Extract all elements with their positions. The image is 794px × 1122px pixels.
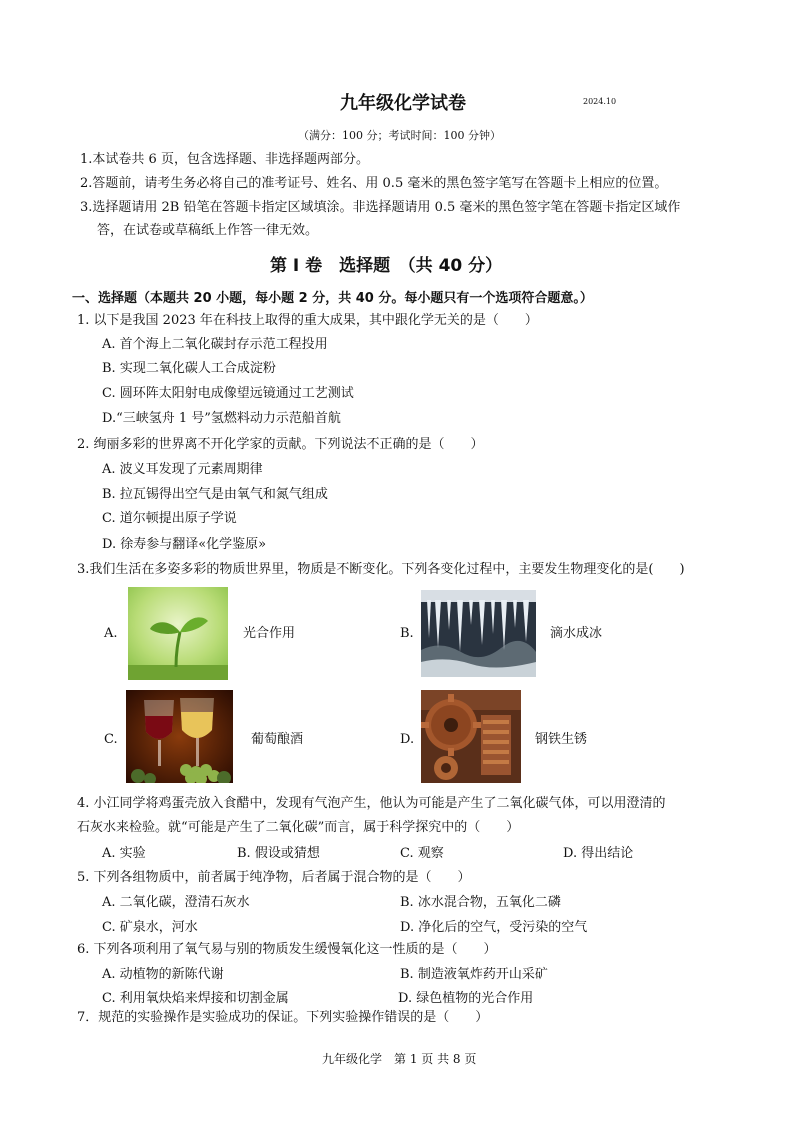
wine-photo — [126, 690, 233, 783]
q3-option-c-letter: C. — [104, 732, 118, 747]
q5-option-a: A. 二氧化碳，澄清石灰水 — [102, 895, 250, 910]
q3-option-d-caption: 钢铁生锈 — [535, 732, 588, 747]
q2-option-c: C. 道尔顿提出原子学说 — [102, 511, 237, 526]
q5-option-b: B. 冰水混合物，五氧化二磷 — [400, 895, 561, 910]
q3-option-c-caption: 葡萄酿酒 — [251, 732, 304, 747]
rust-gear-photo — [421, 690, 521, 783]
q2-option-a: A. 波义耳发现了元素周期律 — [102, 462, 263, 477]
q2-stem: 2. 绚丽多彩的世界离不开化学家的贡献。下列说法不正确的是（ ） — [77, 437, 484, 452]
q4-option-d: D. 得出结论 — [563, 846, 634, 861]
q2-option-d: D. 徐寿参与翻译«化学鉴原» — [102, 537, 267, 552]
q5-stem: 5. 下列各组物质中，前者属于纯净物，后者属于混合物的是（ ） — [77, 870, 471, 885]
q1-option-c: C. 圆环阵太阳射电成像望远镜通过工艺测试 — [102, 386, 354, 401]
q1-option-a: A. 首个海上二氧化碳封存示范工程投用 — [102, 337, 328, 352]
q6-option-c: C. 利用氧炔焰来焊接和切割金属 — [102, 991, 289, 1006]
q3-option-a-caption: 光合作用 — [243, 626, 296, 641]
instruction-3-cont: 答，在试卷或草稿纸上作答一律无效。 — [97, 223, 319, 238]
icicles-photo — [421, 590, 536, 677]
q4-option-c: C. 观察 — [400, 846, 444, 861]
q6-option-b: B. 制造液氧炸药开山采矿 — [400, 967, 548, 982]
page-footer: 九年级化学 第 1 页 共 8 页 — [322, 1052, 477, 1066]
q3-option-b-caption: 滴水成冰 — [550, 626, 603, 641]
q6-option-d: D. 绿色植物的光合作用 — [398, 991, 534, 1006]
q6-option-a: A. 动植物的新陈代谢 — [102, 967, 224, 982]
q4-option-b: B. 假设或猜想 — [237, 846, 320, 861]
exam-subtitle: （满分：100 分；考试时间：100 分钟） — [298, 129, 501, 142]
instruction-2: 2.答题前，请考生务必将自己的准考证号、姓名、用 0.5 毫米的黑色签字笔写在答题卡上相应的位置。 — [80, 176, 668, 191]
q5-option-c: C. 矿泉水，河水 — [102, 920, 198, 935]
exam-date: 2024.10 — [583, 97, 617, 106]
q4-stem-line1: 4. 小江同学将鸡蛋壳放入食醋中，发现有气泡产生，他认为可能是产生了二氧化碳气体，可以用澄清的 — [77, 796, 666, 811]
q5-option-d: D. 净化后的空气，受污染的空气 — [400, 920, 588, 935]
q3-option-d-letter: D. — [400, 732, 415, 747]
q4-stem-line2: 石灰水来检验。就“可能是产生了二氧化碳”而言，属于科学探究中的（ ） — [77, 820, 520, 835]
q7-stem: 7．规范的实验操作是实验成功的保证。下列实验操作错误的是（ ） — [77, 1010, 489, 1025]
q1-stem: 1. 以下是我国 2023 年在科技上取得的重大成果，其中跟化学无关的是（ ） — [77, 313, 538, 328]
q4-option-a: A. 实验 — [102, 846, 146, 861]
section-title: 第 I 卷 选择题 （共 40 分） — [270, 256, 503, 276]
q6-stem: 6. 下列各项利用了氧气易与别的物质发生缓慢氧化这一性质的是（ ） — [77, 942, 497, 957]
instruction-1: 1.本试卷共 6 页，包含选择题、非选择题两部分。 — [80, 152, 369, 167]
part-title: 一、选择题（本题共 20 小题，每小题 2 分，共 40 分。每小题只有一个选项符合题意。） — [72, 291, 593, 306]
page-title: 九年级化学试卷 — [340, 93, 466, 114]
q3-option-a-letter: A. — [104, 626, 118, 641]
q2-option-b: B. 拉瓦锡得出空气是由氧气和氮气组成 — [102, 487, 328, 502]
q1-option-b: B. 实现二氧化碳人工合成淀粉 — [102, 361, 276, 376]
instruction-3: 3.选择题请用 2B 铅笔在答题卡指定区域填涂。非选择题请用 0.5 毫米的黑色签字笔在答题卡指定区域作 — [80, 200, 681, 215]
q3-option-b-letter: B. — [400, 626, 414, 641]
q3-stem: 3.我们生活在多姿多彩的物质世界里，物质是不断变化。下列各变化过程中，主要发生物理变化的是( ) — [77, 562, 685, 577]
q1-option-d: D.“三峡氢舟 1 号”氢燃料动力示范船首航 — [102, 411, 341, 426]
seedling-photo — [128, 587, 228, 680]
